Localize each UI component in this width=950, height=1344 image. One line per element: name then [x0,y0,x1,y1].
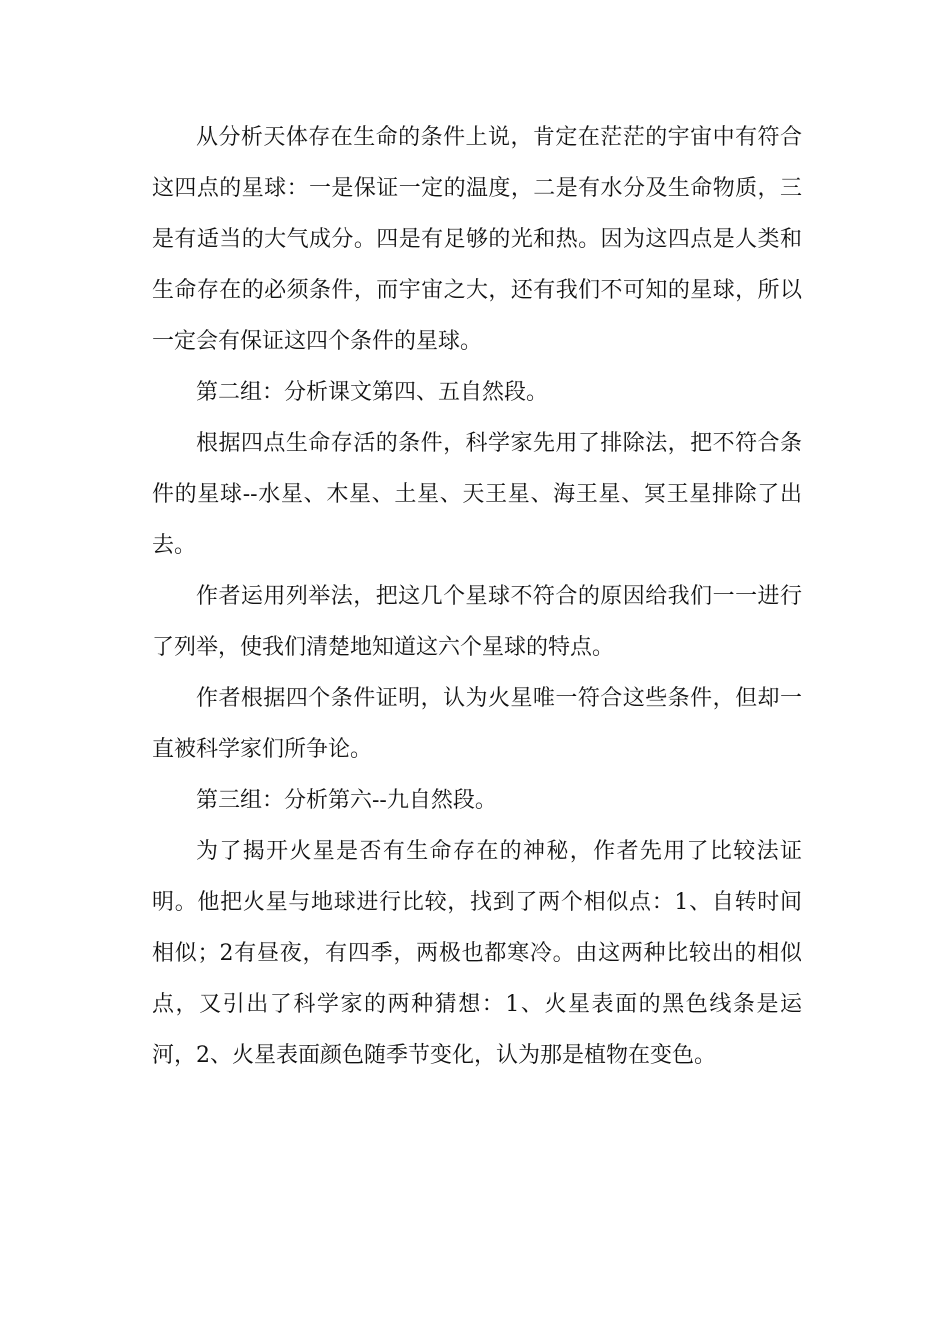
paragraph-mars-conditions: 作者根据四个条件证明，认为火星唯一符合这些条件，但却一直被科学家们所争论。 [152,686,802,762]
paragraph-elimination-method: 根据四点生命存活的条件，科学家先用了排除法，把不符合条件的星球--水星、木星、土星、天王星、海王星、冥王星排除了出去。 [152,431,802,558]
paragraph-life-conditions: 从分析天体存在生命的条件上说，肯定在茫茫的宇宙中有符合这四点的星球：一是保证一定的温度，二是有水分及生命物质，三是有适当的大气成分。四是有足够的光和热。因为这四点是人类和生命存在的必须条件，而宇宙之大，还有我们不可知的星球，所以一定会有保证这四个条件的星球。 [152,125,802,354]
paragraph-enumeration-method: 作者运用列举法，把这几个星球不符合的原因给我们一一进行了列举，使我们清楚地知道这六个星球的特点。 [152,584,802,660]
paragraph-group-three-heading: 第三组：分析第六--九自然段。 [196,788,497,813]
paragraph-group-two-heading: 第二组：分析课文第四、五自然段。 [196,380,549,405]
document-body [152,112,802,1081]
paragraph-comparison-method: 为了揭开火星是否有生命存在的神秘，作者先用了比较法证明。他把火星与地球进行比较，找到了两个相似点：1、自转时间相似；2有昼夜，有四季，两极也都寒冷。由这两种比较出的相似点，又引出了科学家的两种猜想：1、火星表面的黑色线条是运河，2、火星表面颜色随季节变化，认为那是植物在变色。 [152,839,802,1068]
